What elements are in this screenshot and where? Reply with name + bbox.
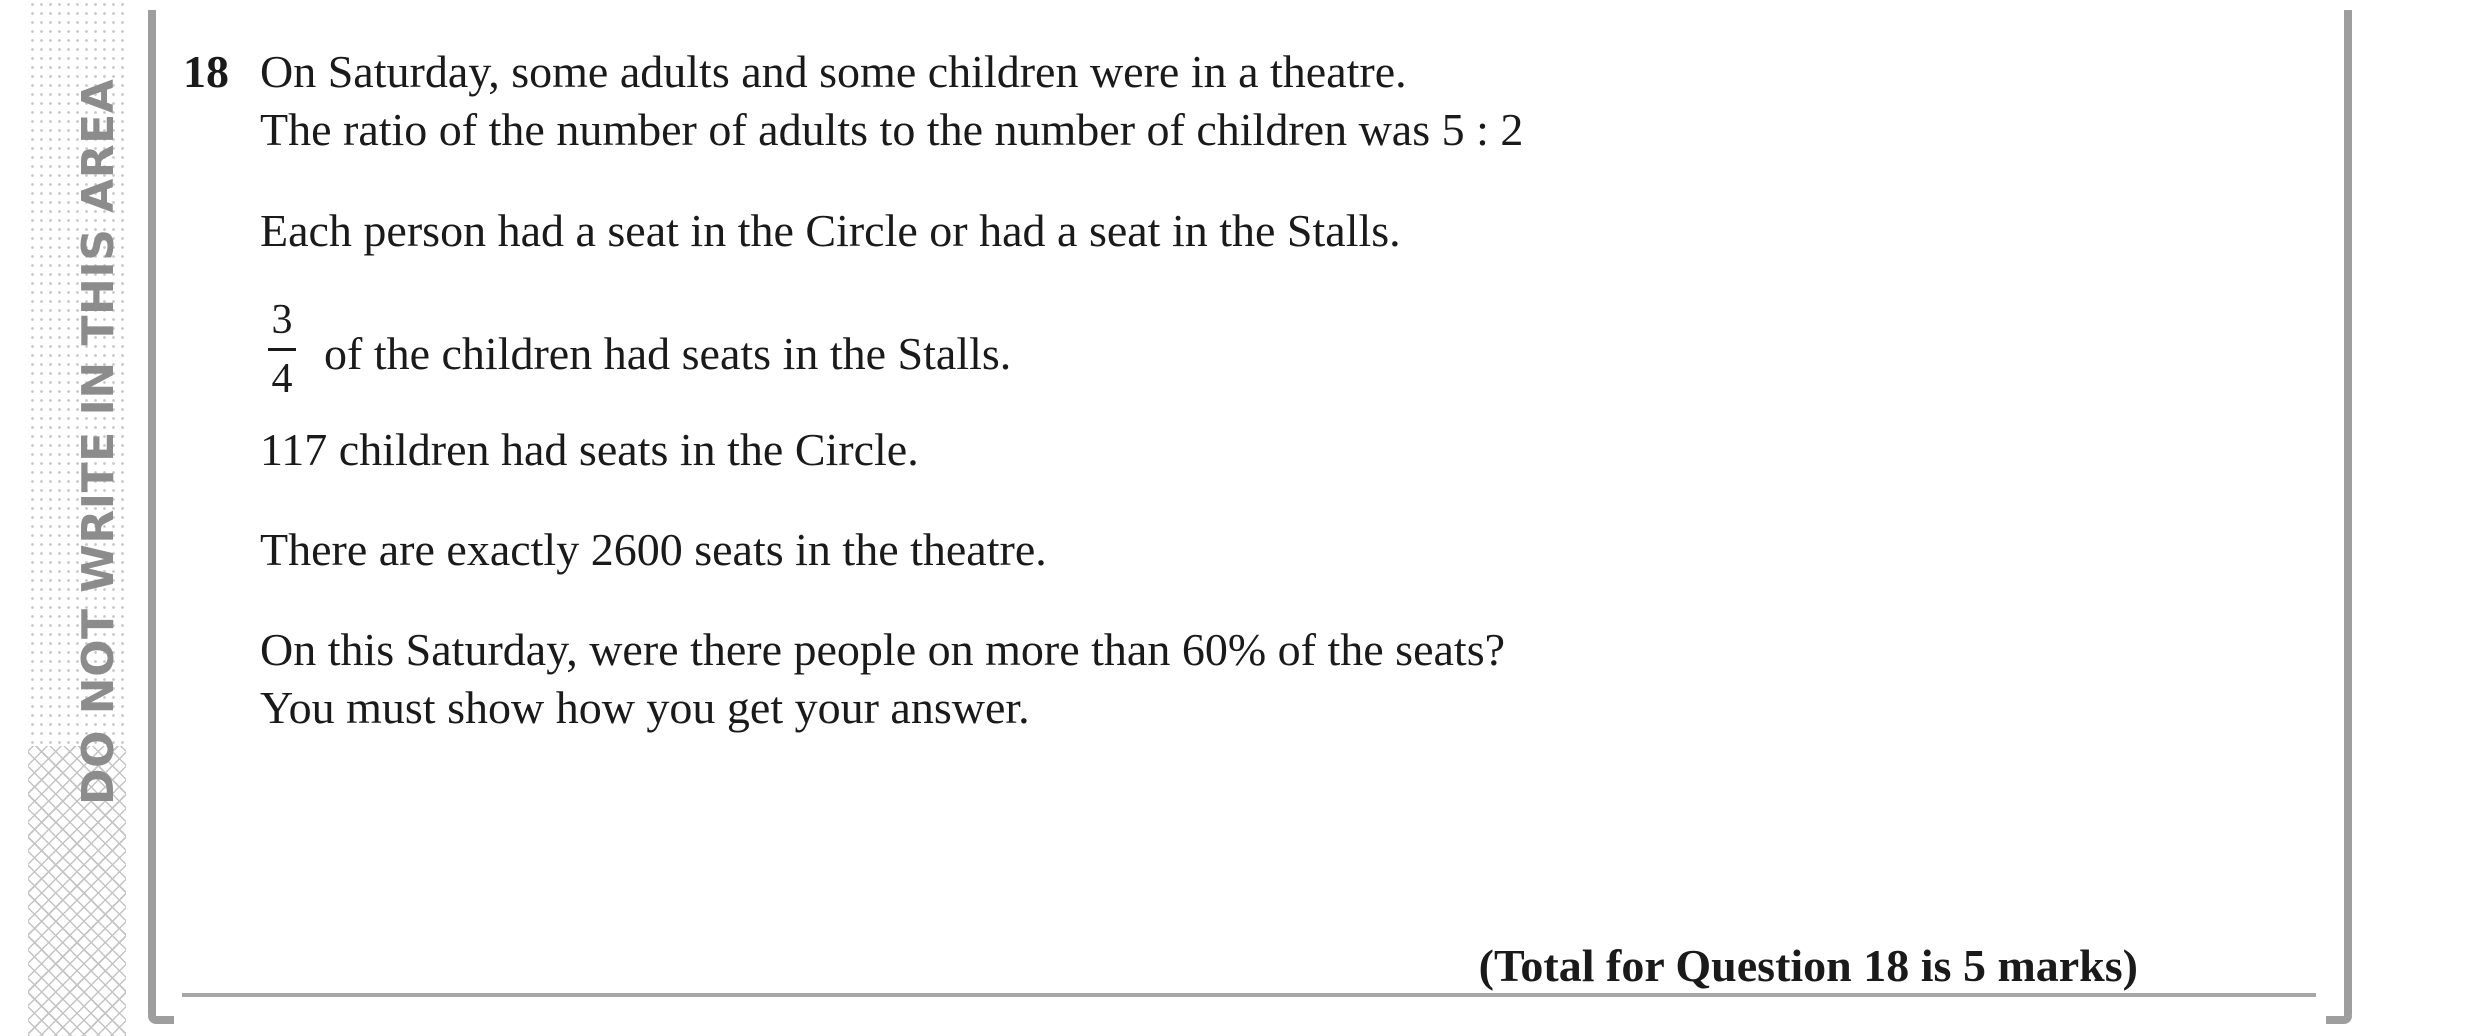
fraction-bar bbox=[268, 348, 296, 351]
fraction-numerator: 3 bbox=[271, 297, 293, 343]
question-line-5: 117 children had seats in the Circle. bbox=[260, 424, 919, 475]
page-frame-right bbox=[2344, 10, 2352, 1022]
question-number: 18 bbox=[183, 46, 229, 97]
fraction-denominator: 4 bbox=[271, 356, 293, 402]
question-line-7: On this Saturday, were there people on more than 60% of the seats? bbox=[260, 624, 1506, 675]
question-line-3: Each person had a seat in the Circle or had a seat in the Stalls. bbox=[260, 205, 1401, 256]
fraction-three-quarters bbox=[262, 296, 302, 403]
question-line-2: The ratio of the number of adults to the number of children was 5 : 2 bbox=[260, 104, 1524, 155]
question-line-6: There are exactly 2600 seats in the theatre. bbox=[260, 524, 1047, 575]
question-total-marks: (Total for Question 18 is 5 marks) bbox=[1478, 940, 2138, 991]
margin-warning-text: DO NOT WRITE IN THIS AREA bbox=[73, 78, 124, 805]
page-frame-left bbox=[148, 10, 156, 1022]
question-line-8: You must show how you get your answer. bbox=[260, 682, 1030, 733]
question-line-1: On Saturday, some adults and some children were in a theatre. bbox=[260, 46, 1407, 97]
question-line-4: of the children had seats in the Stalls. bbox=[324, 328, 1012, 379]
